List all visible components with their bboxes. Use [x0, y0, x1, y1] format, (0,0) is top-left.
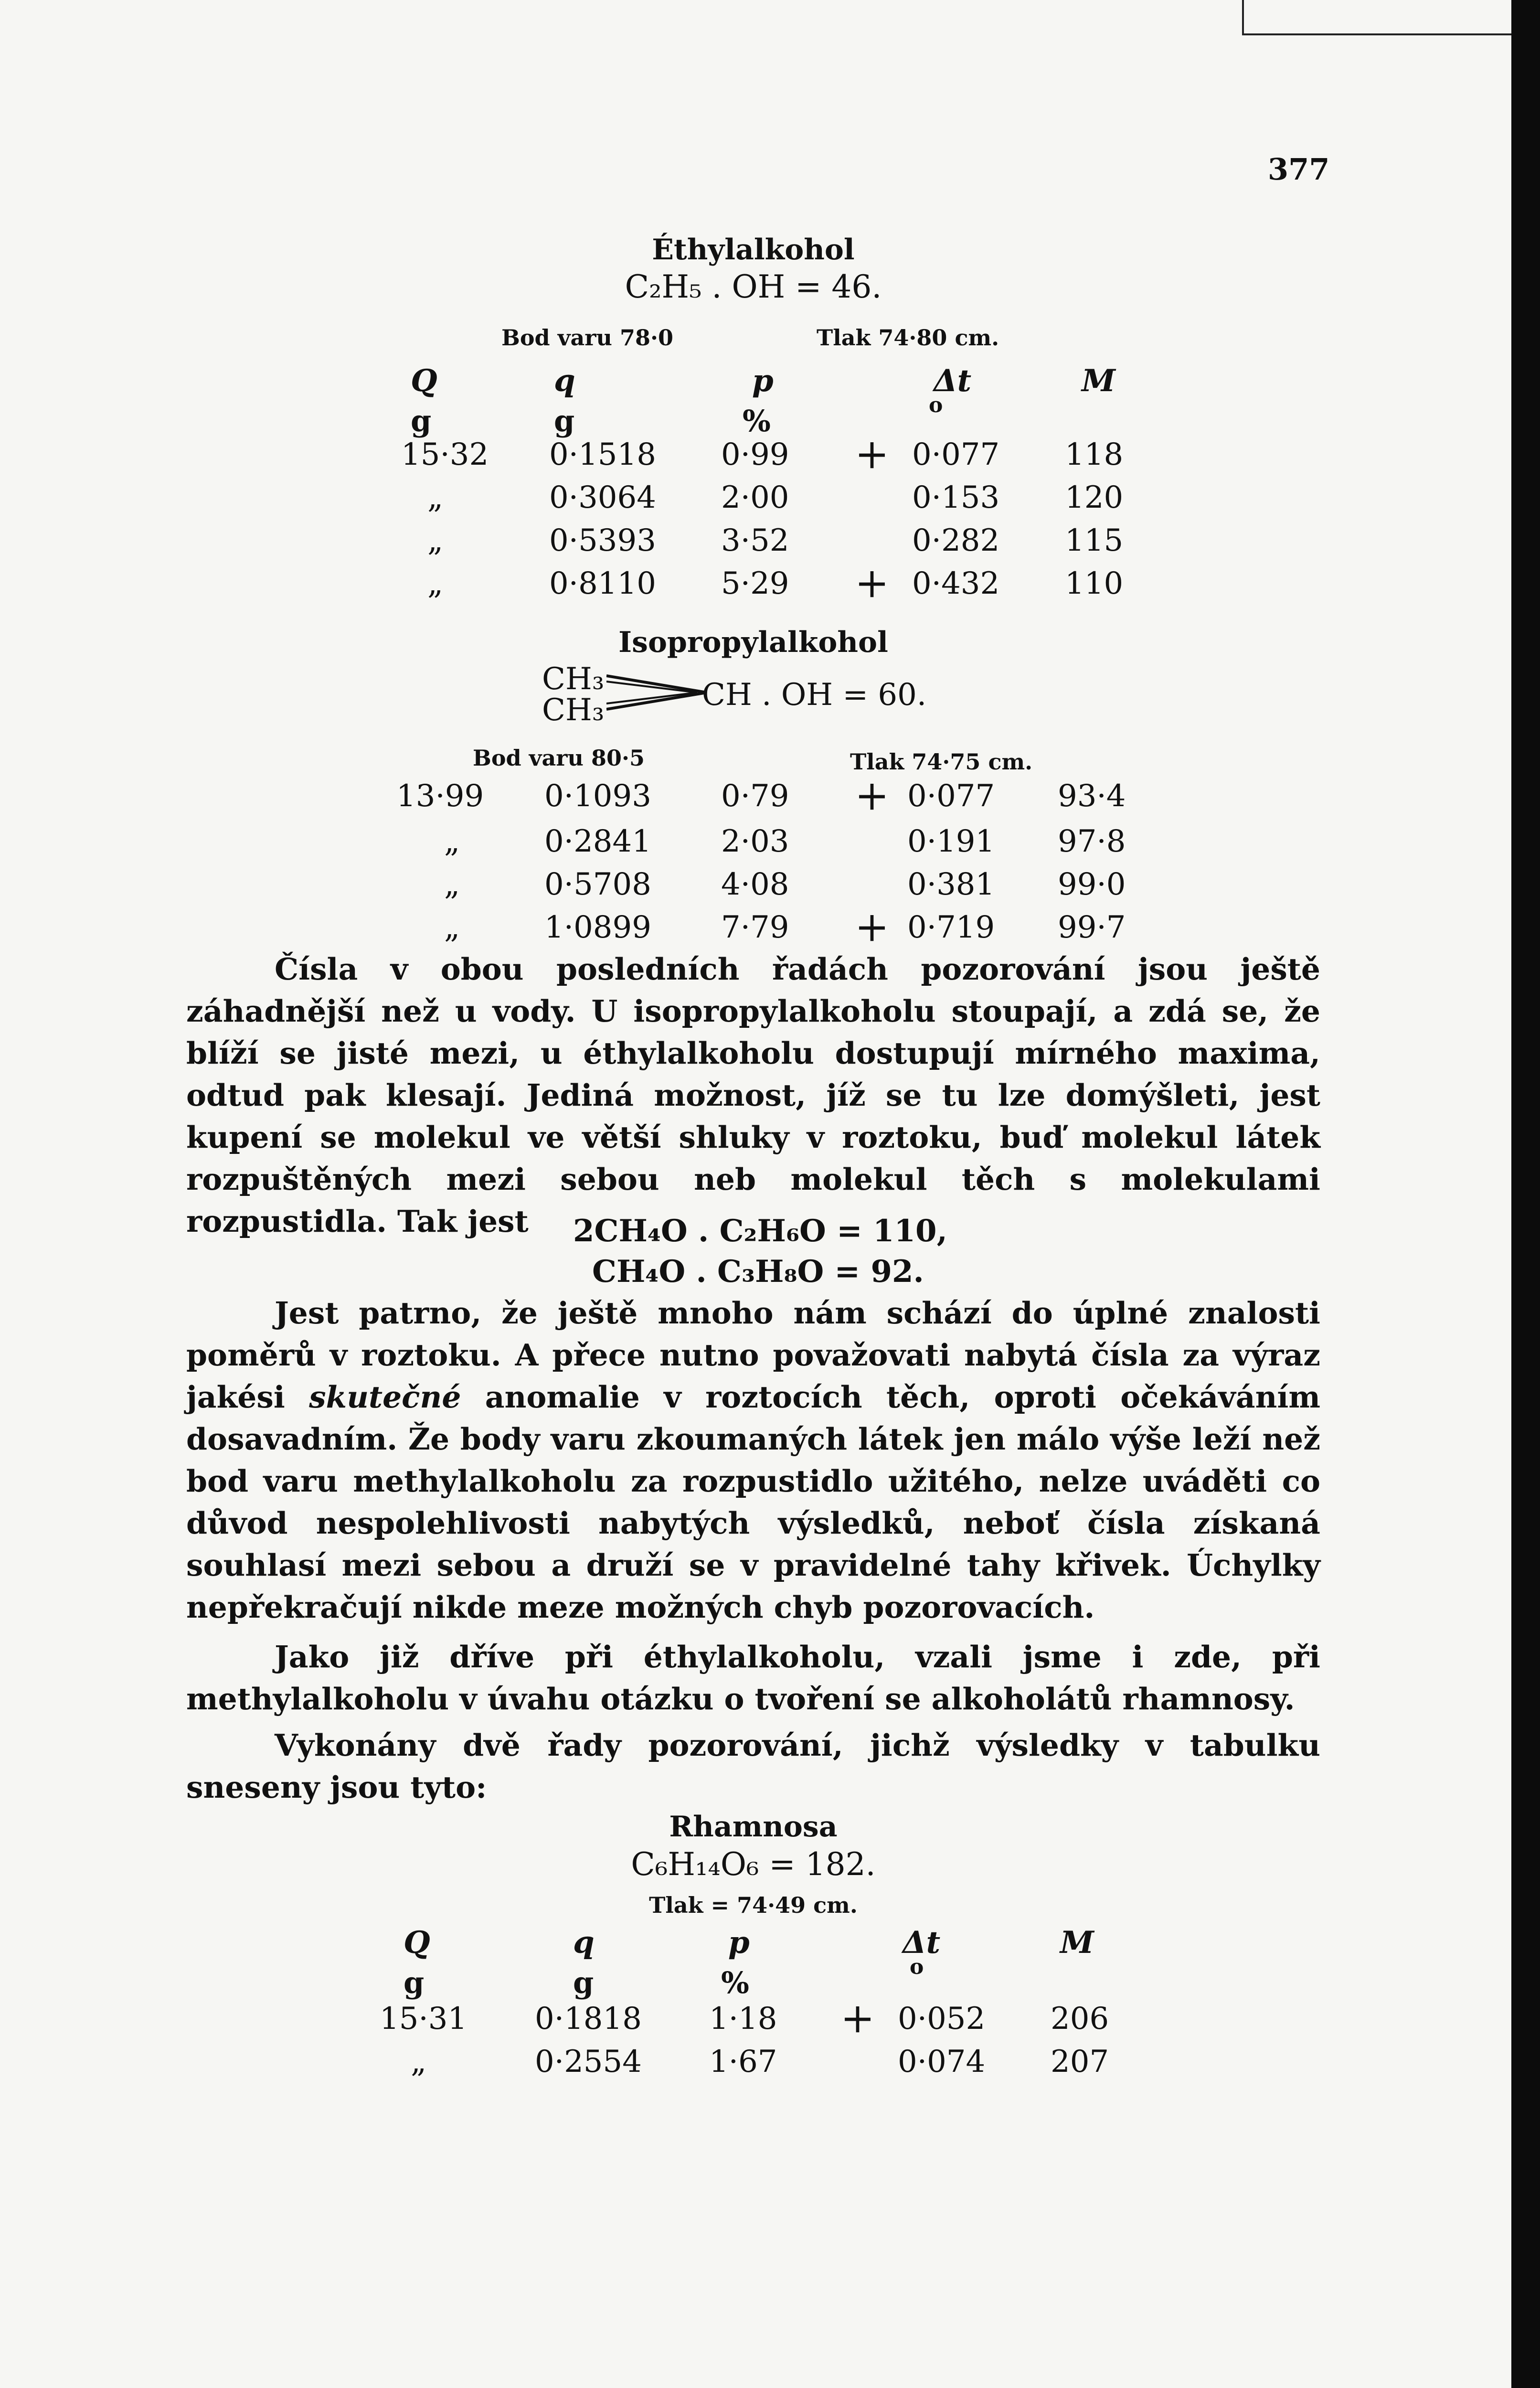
cell-sign: +: [855, 903, 890, 951]
table-row: [0, 480, 1540, 523]
section-title-rhamnosa: Rhamnosa: [669, 1810, 838, 1844]
cell-dt: 0·074: [898, 2044, 986, 2079]
cell-sign: +: [855, 559, 890, 607]
cell-p: 3·52: [721, 523, 789, 558]
cell-M: 99·0: [1058, 867, 1126, 902]
cell-dt: 0·052: [898, 2001, 986, 2036]
cell-M: 115: [1065, 523, 1124, 558]
cell-Q: 13·99: [396, 778, 484, 814]
table-row: [0, 430, 1540, 480]
page-number: 377: [1268, 152, 1330, 187]
paragraph-3-text: Jako již dříve při éthylalkoholu, vzali jsme i zde, při methylalkoholu v úvahu otázku o tvoření se alkoholátů rhamnosy.: [186, 1639, 1320, 1716]
section-title-isopropylalkohol: Isopropylalkohol: [618, 626, 888, 659]
cell-p: 1·67: [709, 2044, 777, 2079]
header-p: p: [752, 363, 774, 399]
cell-Q: „: [444, 824, 460, 859]
unit-p: %: [721, 1965, 749, 2000]
cell-p: 5·29: [721, 566, 789, 601]
cell-p: 0·79: [721, 778, 789, 814]
header-M: M: [1060, 1925, 1094, 1961]
formula-isopropyl-right: CH . OH = 60.: [702, 677, 927, 713]
cell-M: 99·7: [1058, 910, 1126, 945]
cell-Q: „: [427, 480, 444, 515]
formula-ch3-top: CH₃: [542, 661, 605, 697]
paragraph-1: [186, 948, 1320, 1242]
header-Q: Q: [411, 363, 437, 399]
cell-q: 0·1518: [549, 437, 656, 472]
unit-row-1: [0, 393, 1540, 442]
paragraph-2-emphasis: skutečné: [309, 1379, 461, 1415]
boiling-point-ethylalkohol: Bod varu 78·0: [501, 325, 674, 351]
header-dt: Δt: [903, 1925, 941, 1961]
cell-p: 7·79: [721, 910, 789, 945]
section-title-ethylalkohol: Éthylalkohol: [652, 233, 855, 267]
cell-dt: 0·719: [907, 910, 995, 945]
cell-Q: „: [444, 910, 460, 945]
cell-q: 0·8110: [549, 566, 656, 601]
table-row: [0, 867, 1540, 910]
cell-M: 207: [1051, 2044, 1109, 2079]
cell-M: 97·8: [1058, 824, 1126, 859]
cell-q: 0·1818: [535, 2001, 642, 2036]
cell-dt: 0·282: [912, 523, 1000, 558]
cell-q: 0·5393: [549, 523, 656, 558]
equation-2: CH₄O . C₃H₈O = 92.: [592, 1254, 924, 1290]
cell-sign: +: [840, 1994, 875, 2042]
unit-dt-degree: o: [929, 393, 943, 417]
cell-p: 2·00: [721, 480, 789, 515]
cell-Q: „: [427, 523, 444, 558]
formula-rhamnosa: C₆H₁₄O₆ = 182.: [631, 1846, 876, 1883]
header-q: q: [554, 363, 575, 399]
pressure-isopropylalkohol: Tlak 74·75 cm.: [850, 749, 1033, 775]
equation-1: 2CH₄O . C₂H₆O = 110,: [573, 1213, 947, 1249]
cell-q: 1·0899: [544, 910, 651, 945]
cell-M: 206: [1051, 2001, 1109, 2036]
cell-Q: „: [427, 566, 444, 601]
cell-p: 2·03: [721, 824, 789, 859]
header-p: p: [728, 1925, 750, 1961]
cell-dt: 0·153: [912, 480, 1000, 515]
unit-dt-degree: o: [910, 1955, 924, 1979]
paragraph-2-text-a: Jest patrno, že ještě mnoho nám schází do úplné znalosti poměrů v roztoku. A přece nutno považovati nabytá čísla za výraz jakési: [186, 1295, 1320, 1415]
header-q: q: [573, 1925, 595, 1961]
formula-ch3-bottom: CH₃: [542, 693, 605, 728]
cell-Q: 15·32: [401, 437, 489, 472]
cell-p: 0·99: [721, 437, 789, 472]
cell-p: 1·18: [709, 2001, 777, 2036]
boiling-point-isopropylalkohol: Bod varu 80·5: [473, 745, 645, 771]
cell-sign: +: [855, 430, 890, 478]
cell-M: 93·4: [1058, 778, 1126, 814]
unit-Q: g: [411, 404, 432, 438]
formula-bracket-icon: [606, 671, 712, 714]
column-headers-1: [0, 363, 1540, 401]
cell-dt: 0·432: [912, 566, 1000, 601]
paragraph-4-text: Vykonány dvě řady pozorování, jichž výsledky v tabulku sneseny jsou tyto:: [186, 1727, 1320, 1805]
pressure-ethylalkohol: Tlak 74·80 cm.: [817, 325, 999, 351]
cell-Q: 15·31: [380, 2001, 467, 2036]
table-row: [0, 772, 1540, 821]
table-row: [0, 523, 1540, 566]
cell-q: 0·5708: [544, 867, 651, 902]
paragraph-1-text: Čísla v obou posledních řadách pozorování jsou ještě záhadnější než u vody. U isopropylalkoholu stoupají, a zdá se, že blíží se jisté mezi, u éthylalkoholu dostupují mírného maxima, odtud pak klesají. Jediná možnost, jíž se tu lze domýšleti, jest kupení se molekul ve větší shluky v roztoku, buď molekul látek rozpuštěných mezi sebou neb molekul těch s molekulami rozpustidla. Tak jest: [186, 951, 1320, 1239]
header-dt: Δt: [934, 363, 972, 399]
cell-dt: 0·077: [912, 437, 1000, 472]
cell-q: 0·1093: [544, 778, 651, 814]
cell-q: 0·3064: [549, 480, 656, 515]
cell-sign: +: [855, 772, 890, 820]
paragraph-3: [186, 1636, 1320, 1720]
unit-p: %: [743, 404, 771, 438]
unit-q: g: [554, 404, 575, 438]
paragraph-2-text-b: anomalie v roztocích těch, oproti očekáváním dosavadním. Že body varu zkoumaných látek jen málo výše leží než bod varu methylalkoholu za rozpustidlo užitého, nelze uváděti co důvod nespolehlivosti nabytých výsledků, neboť čísla získaná souhlasí mezi sebou a druží se v pravidelné tahy křivek. Úchylky nepřekračují nikde meze možných chyb pozorovacích.: [186, 1379, 1320, 1625]
column-headers-3: [0, 1925, 1540, 1963]
paragraph-2: [186, 1292, 1320, 1628]
table-row: [0, 824, 1540, 867]
cell-M: 110: [1065, 566, 1124, 601]
table-row: [0, 1994, 1540, 2044]
scan-corner-frame: [1242, 0, 1511, 35]
unit-Q: g: [404, 1965, 425, 2000]
cell-q: 0·2841: [544, 824, 651, 859]
unit-row-3: [0, 1955, 1540, 2004]
cell-dt: 0·077: [907, 778, 995, 814]
cell-p: 4·08: [721, 867, 789, 902]
table-row: [0, 903, 1540, 953]
cell-Q: „: [411, 2044, 427, 2079]
cell-q: 0·2554: [535, 2044, 642, 2079]
table-row: [0, 2044, 1540, 2087]
cell-M: 118: [1065, 437, 1124, 472]
cell-dt: 0·381: [907, 867, 995, 902]
header-M: M: [1082, 363, 1115, 399]
paragraph-4: [186, 1724, 1320, 1808]
table-row: [0, 559, 1540, 609]
pressure-rhamnosa: Tlak = 74·49 cm.: [649, 1892, 858, 1918]
cell-dt: 0·191: [907, 824, 995, 859]
header-Q: Q: [404, 1925, 430, 1961]
cell-Q: „: [444, 867, 460, 902]
formula-ethylalkohol: C₂H₅ . OH = 46.: [625, 268, 882, 305]
cell-M: 120: [1065, 480, 1124, 515]
unit-q: g: [573, 1965, 594, 2000]
